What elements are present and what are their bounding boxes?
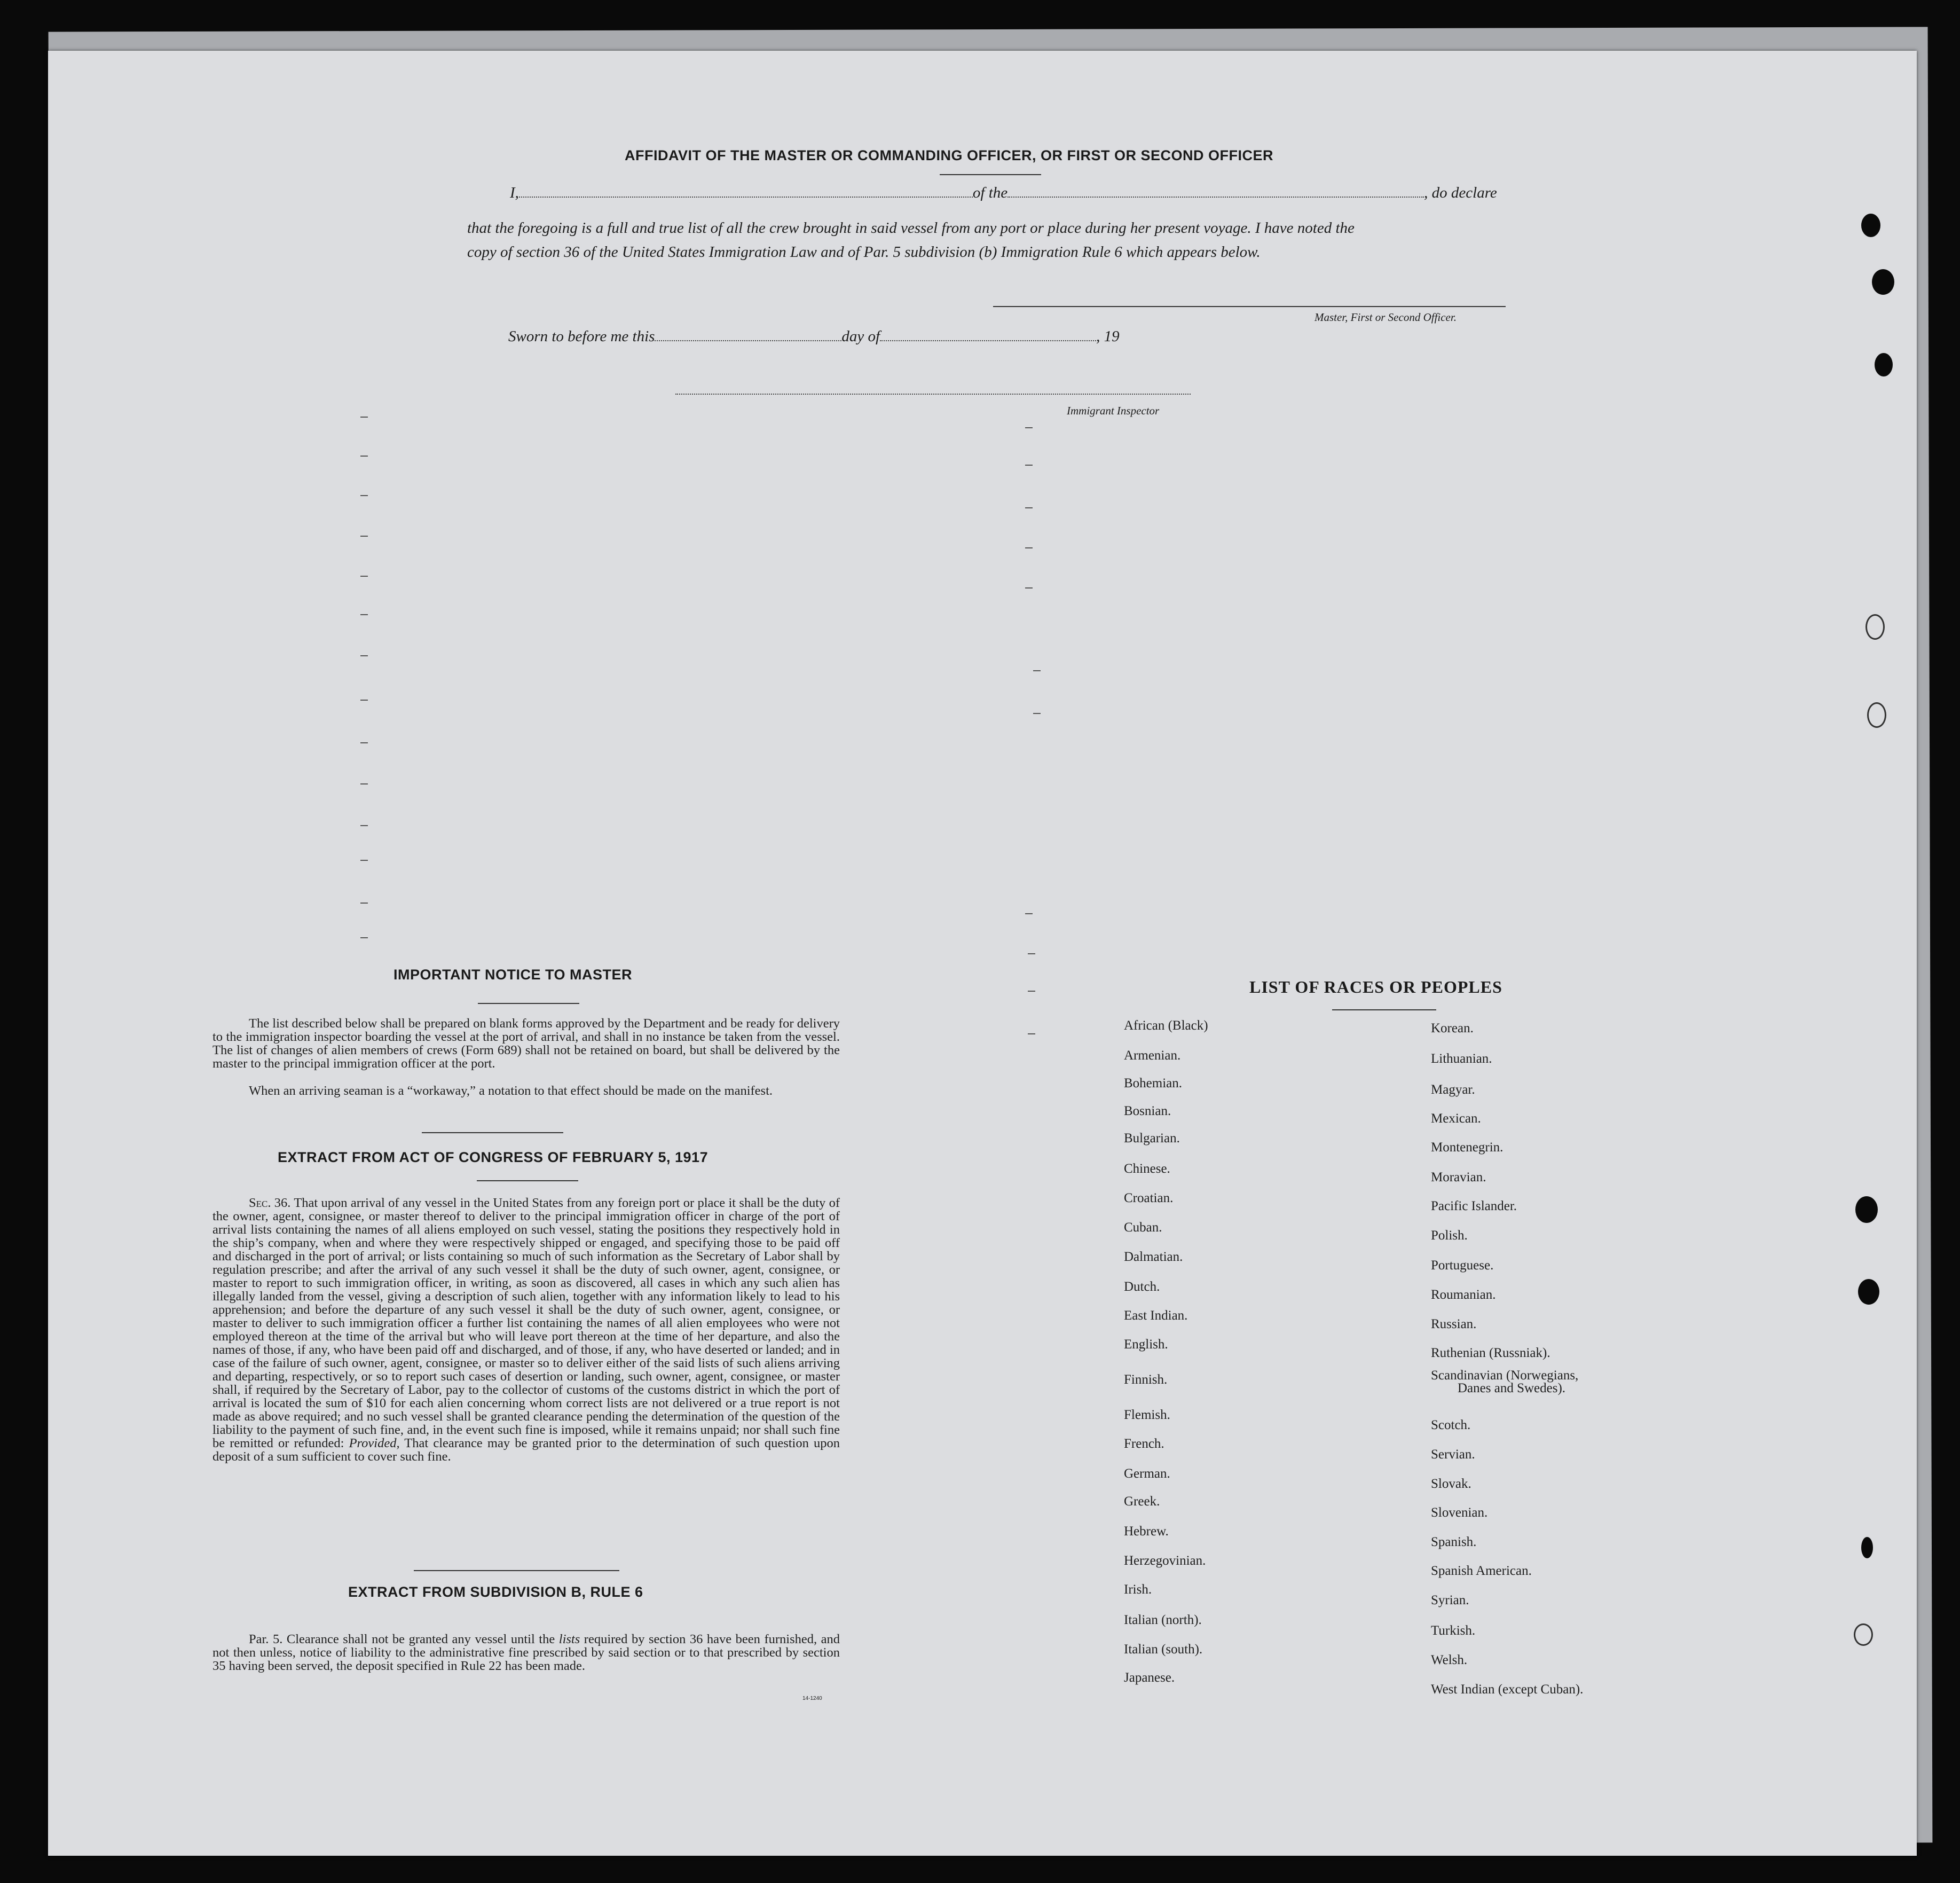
scan-artifact-mark [360, 825, 368, 826]
act-title: EXTRACT FROM ACT OF CONGRESS OF FEBRUARY 5, 1917 [278, 1149, 709, 1165]
race-left-item: Bulgarian. [1124, 1131, 1180, 1146]
act-section-label: Sec. 36. [249, 1196, 291, 1210]
race-left-item: Italian (south). [1124, 1642, 1203, 1657]
race-left-item: Hebrew. [1124, 1524, 1169, 1539]
race-right-item: Russian. [1431, 1317, 1477, 1331]
race-right-item: Roumanian. [1431, 1288, 1496, 1302]
rule-title: EXTRACT FROM SUBDIVISION B, RULE 6 [348, 1584, 643, 1600]
notice-title-rule [478, 1003, 579, 1004]
scan-artifact-mark [360, 783, 368, 784]
affidavit-line-1 [510, 184, 1497, 202]
sworn-year-label: , 19 [1096, 328, 1120, 345]
race-right-item: Slovenian. [1431, 1505, 1488, 1520]
race-right-item: Slovak. [1431, 1477, 1471, 1491]
race-right-item: Ruthenian (Russniak). [1431, 1346, 1550, 1360]
scan-artifact-mark [360, 700, 368, 701]
scan-artifact-mark [360, 456, 368, 457]
act-top-rule [422, 1132, 563, 1133]
act-section-36 [212, 1196, 840, 1463]
affidavit-declare-label: , do declare [1424, 184, 1497, 201]
race-left-item: Cuban. [1124, 1220, 1162, 1235]
races-title-rule [1332, 1009, 1436, 1010]
master-signature-label: Master, First or Second Officer. [1314, 311, 1457, 324]
rule-text-start: Par. 5. Clearance shall not be granted any vessel until the [249, 1632, 555, 1646]
binder-hole [1861, 1537, 1873, 1558]
sworn-day-field[interactable] [655, 329, 841, 341]
race-right-item: Welsh. [1431, 1653, 1468, 1667]
scan-artifact-mark [360, 903, 368, 904]
race-left-item: Dutch. [1124, 1280, 1160, 1294]
race-left-item: English. [1124, 1337, 1168, 1352]
race-left-item: Flemish. [1124, 1408, 1170, 1422]
sworn-month-field[interactable] [880, 329, 1096, 341]
race-left-item: Herzegovinian. [1124, 1554, 1206, 1568]
binder-hole [1872, 269, 1894, 295]
scan-artifact-mark [1033, 713, 1041, 714]
scan-artifact-mark [1025, 465, 1033, 466]
race-left-item: Irish. [1124, 1582, 1152, 1597]
scan-artifact-mark [360, 576, 368, 577]
act-section-text-end: That clearance may be granted prior to the determination of such question upon deposit of a sum sufficient to cover such fine. [212, 1436, 840, 1464]
scan-artifact-mark [360, 742, 368, 743]
scan-artifact-mark [1025, 507, 1033, 508]
race-right-item: Lithuanian. [1431, 1052, 1492, 1066]
form-number: 14-1240 [802, 1696, 822, 1701]
rule-paragraph [212, 1633, 840, 1673]
sworn-prefix: Sworn to before me this [508, 328, 655, 345]
race-right-item: Scotch. [1431, 1418, 1471, 1432]
scan-artifact-mark [360, 417, 368, 418]
rule-text-end: required by section 36 have been furnished, and not then unless, notice of liability to the administrative fine prescribed by said section or to that prescribed by section 35 having been served, the deposit specified in Rule 22 has been made. [212, 1632, 840, 1673]
race-right-item: Servian. [1431, 1447, 1475, 1462]
scan-artifact-mark [1025, 547, 1033, 548]
binder-hole-ring [1854, 1623, 1873, 1646]
race-right-item: Danes and Swedes). [1458, 1381, 1566, 1395]
notice-title: IMPORTANT NOTICE TO MASTER [393, 967, 632, 983]
inspector-signature-label: Immigrant Inspector [1067, 404, 1160, 417]
scan-artifact-mark [1028, 1033, 1035, 1034]
race-left-item: Japanese. [1124, 1670, 1175, 1685]
race-right-item: West Indian (except Cuban). [1431, 1682, 1584, 1697]
document-page [48, 51, 1917, 1856]
notice-paragraph-1: The list described below shall be prepared on blank forms approved by the Department and be ready for delivery to the immigration inspector boarding the vessel at the port of arrival, and shall in no instance be taken from the vessel. The list of changes of alien members of crews (Form 689) shall not be retained on board, but shall be delivered by the master to the principal immigration officer at the port. [212, 1016, 840, 1071]
race-left-item: East Indian. [1124, 1308, 1188, 1323]
sworn-line [508, 328, 1120, 346]
affidavit-i-label: I, [510, 184, 519, 201]
binder-hole [1861, 214, 1880, 237]
master-signature-line[interactable] [993, 306, 1506, 307]
race-right-item: Korean. [1431, 1021, 1474, 1035]
race-left-item: Greek. [1124, 1494, 1160, 1509]
scan-artifact-mark [360, 614, 368, 615]
race-left-item: Bohemian. [1124, 1076, 1183, 1090]
scan-artifact-mark [1028, 953, 1035, 954]
rule-lists: lists [558, 1632, 580, 1646]
affidavit-line-3: copy of section 36 of the United States Immigration Law and of Par. 5 subdivision (b) Immigration Rule 6 which appears below. [467, 244, 1261, 261]
race-right-item: Pacific Islander. [1431, 1199, 1517, 1213]
master-name-field[interactable] [519, 186, 973, 198]
act-section-text: That upon arrival of any vessel in the United States from any foreign port or place it shall be the duty of the owner, agent, consignee, or master thereof to deliver to the principal immigration officer in charge of the port of arrival lists containing the names of all aliens employed on such vessel, stating the positions they respectively hold in the ship’s company, when and where they were respectively shipped or engaged, and specifying those to be paid off and discharged in the port of arrival; or lists containing so much of such information as the Secretary of Labor shall by regulation prescribe; and after the arrival of any such vessel it shall be the duty of such owner, agent, consignee, or master to report to such immigration officer, in writing, as soon as discovered, all cases in which any such alien has illegally landed from the vessel, giving a description of such alien, together with any information likely to lead to his apprehension; and before the departure of any such vessel it shall be the duty of such owner, agent, consignee, or master to deliver to such immigration officer a further list containing the names of all alien employees who were not employed thereon at the time of the arrival but who will leave port thereon at the time of her departure, and also the names of those, if any, who have been paid off and discharged, and of those, if any, who have deserted or landed; and in case of the failure of such owner, agent, consignee, or master so to deliver either of the said lists of such aliens arriving and departing, respectively, or so to report such cases of desertion or landing, such owner, agent, consignee, or master shall, if required by the Secretary of Labor, pay to the collector of customs of the customs district in which the port of arrival is located the sum of $10 for each alien concerning whom correct lists are not delivered or a true report is not made as above required; and no such vessel shall be granted clearance pending the determination of the question of the liability to the payment of such fine, and, in the event such fine is imposed, while it remains unpaid; nor shall such fine be remitted or refunded: [212, 1196, 840, 1450]
binder-hole-ring [1865, 614, 1885, 640]
race-right-item: Moravian. [1431, 1170, 1486, 1184]
race-right-item: Montenegrin. [1431, 1140, 1504, 1155]
scan-artifact-mark [360, 860, 368, 861]
rule-top-rule [414, 1570, 619, 1571]
scan-artifact-mark [1025, 587, 1033, 589]
race-left-item: Dalmatian. [1124, 1250, 1183, 1264]
act-provided: Provided, [349, 1436, 400, 1450]
scan-artifact-mark [1025, 913, 1033, 914]
race-right-item: Polish. [1431, 1228, 1468, 1243]
binder-hole [1855, 1196, 1878, 1223]
vessel-name-field[interactable] [1007, 186, 1424, 198]
race-right-item: Turkish. [1431, 1623, 1476, 1638]
race-left-item: African (Black) [1124, 1018, 1208, 1033]
inspector-signature-line[interactable] [675, 394, 1191, 395]
race-right-item: Spanish American. [1431, 1564, 1532, 1578]
race-left-item: French. [1124, 1437, 1164, 1451]
notice-paragraph-2: When an arriving seaman is a “workaway,” a notation to that effect should be made on the manifest. [249, 1084, 773, 1098]
scan-artifact-mark [360, 655, 368, 656]
race-left-item: Chinese. [1124, 1162, 1170, 1176]
race-left-item: Italian (north). [1124, 1613, 1202, 1627]
scan-artifact-mark [360, 536, 368, 537]
affidavit-title-rule [940, 174, 1041, 175]
binder-hole [1858, 1279, 1879, 1305]
binder-hole [1875, 353, 1893, 376]
affidavit-title: AFFIDAVIT OF THE MASTER OR COMMANDING OFFICER, OR FIRST OR SECOND OFFICER [625, 147, 1273, 163]
act-title-rule [477, 1180, 578, 1181]
scan-artifact-mark [360, 937, 368, 938]
affidavit-line-2: that the foregoing is a full and true list of all the crew brought in said vessel from any port or place during her present voyage. I have noted the [467, 219, 1355, 237]
race-right-item: Magyar. [1431, 1082, 1475, 1097]
race-left-item: Bosnian. [1124, 1104, 1171, 1118]
affidavit-of-the-label: of the [972, 184, 1008, 201]
race-left-item: German. [1124, 1466, 1170, 1481]
race-right-item: Scandinavian (Norwegians, [1431, 1368, 1579, 1383]
race-right-item: Mexican. [1431, 1111, 1481, 1126]
race-left-item: Finnish. [1124, 1372, 1168, 1387]
races-title: LIST OF RACES OR PEOPLES [1249, 977, 1502, 997]
sworn-day-label: day of [841, 328, 880, 345]
race-right-item: Syrian. [1431, 1593, 1469, 1607]
scan-artifact-mark [360, 495, 368, 496]
scan-artifact-mark [1028, 991, 1035, 992]
scan-artifact-mark [1025, 427, 1033, 428]
race-left-item: Croatian. [1124, 1191, 1174, 1205]
race-right-item: Portuguese. [1431, 1258, 1494, 1273]
binder-hole-ring [1867, 702, 1886, 728]
scan-artifact-mark [1033, 670, 1041, 671]
race-left-item: Armenian. [1124, 1048, 1181, 1063]
race-right-item: Spanish. [1431, 1535, 1477, 1549]
